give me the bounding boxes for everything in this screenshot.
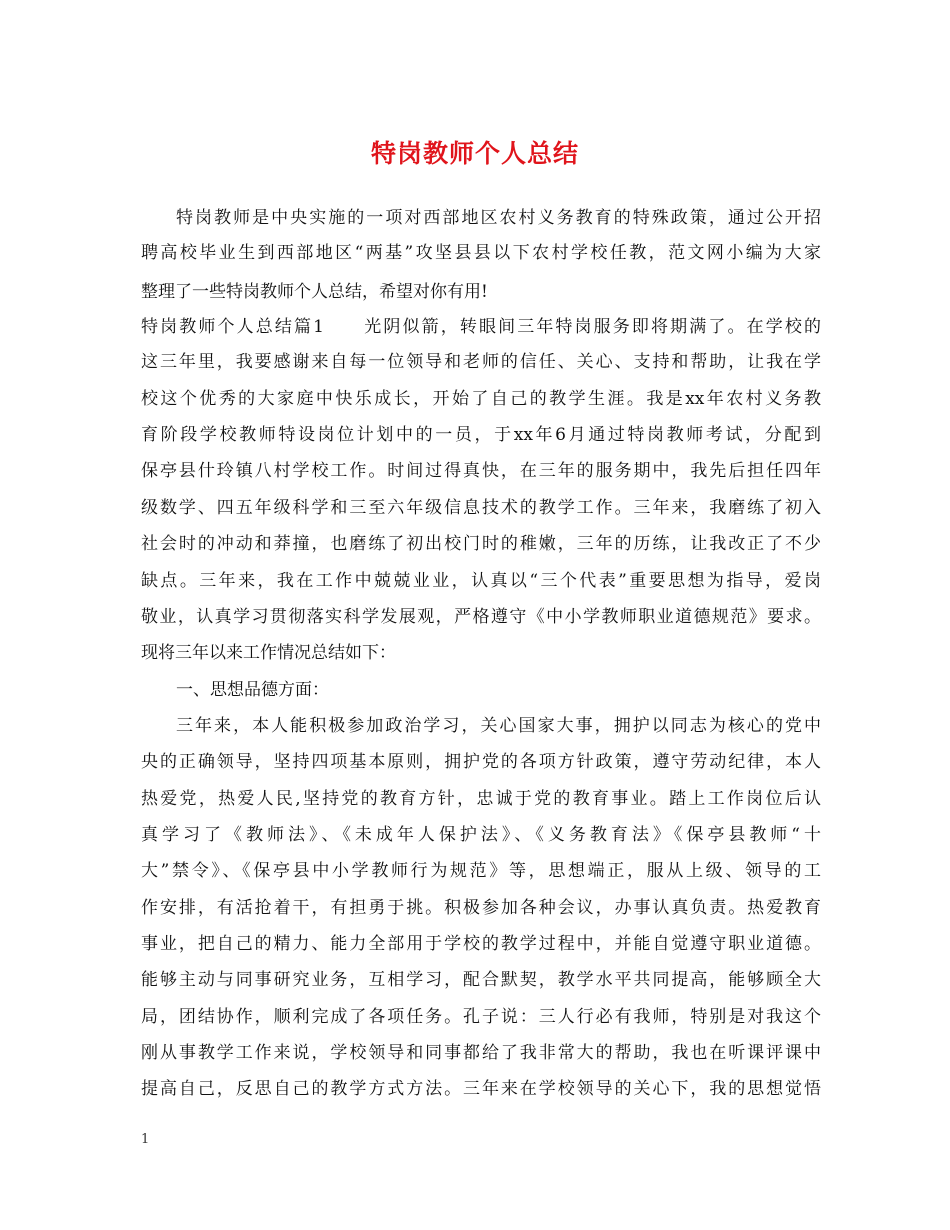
paragraph-line-20: 作安排，有活抢着干，有担勇于挑。积极参加各种会议，办事认真负责。热爱教育 <box>141 898 821 918</box>
paragraph-line-21: 事业，把自己的精力、能力全部用于学校的教学过程中，并能自觉遵守职业道德。 <box>141 934 821 954</box>
paragraph-line-1: 特岗教师是中央实施的一项对西部地区农村义务教育的特殊政策，通过公开招 <box>176 208 821 228</box>
paragraph-line-2: 聘高校毕业生到西部地区“两基”攻坚县县以下农村学校任教，范文网小编为大家 <box>141 243 821 263</box>
paragraph-line-15: 三年来，本人能积极参加政治学习，关心国家大事，拥护以同志为核心的党中 <box>176 716 821 736</box>
paragraph-line-7: 育阶段学校教师特设岗位计划中的一员，于xx年6月通过特岗教师考试，分配到 <box>141 425 821 445</box>
paragraph-line-18: 真学习了《教师法》、《未成年人保护法》、《义务教育法》《保亭县教师“十 <box>141 825 821 845</box>
paragraph-line-24: 刚从事教学工作来说，学校领导和同事都给了我非常大的帮助，我也在听课评课中 <box>141 1043 821 1063</box>
paragraph-line-10: 社会时的冲动和莽撞，也磨练了初出校门时的稚嫩，三年的历练，让我改正了不少 <box>141 534 821 554</box>
paragraph-line-12: 敬业，认真学习贯彻落实科学发展观，严格遵守《中小学教师职业道德规范》要求。 <box>141 607 821 627</box>
paragraph-line-9: 级数学、四五年级科学和三至六年级信息技术的教学工作。三年来，我磨练了初入 <box>141 498 821 518</box>
paragraph-line-19: 大”禁令》、《保亭县中小学教师行为规范》等，思想端正，服从上级、领导的工 <box>141 861 821 881</box>
paragraph-line-5: 这三年里，我要感谢来自每一位领导和老师的信任、关心、支持和帮助，让我在学 <box>141 352 821 372</box>
paragraph-line-23: 局，团结协作，顺利完成了各项任务。孔子说：三人行必有我师，特别是对我这个 <box>141 1007 821 1027</box>
paragraph-line-13: 现将三年以来工作情况总结如下： <box>141 643 396 663</box>
paragraph-line-22: 能够主动与同事研究业务，互相学习，配合默契，教学水平共同提高，能够顾全大 <box>141 970 821 990</box>
paragraph-line-3: 整理了一些特岗教师个人总结，希望对你有用! <box>141 282 488 302</box>
paragraph-line-6: 校这个优秀的大家庭中快乐成长，开始了自己的教学生涯。我是xx年农村义务教 <box>141 389 821 409</box>
subheading-thought-morality: 一、思想品德方面： <box>176 680 329 700</box>
section-heading-line: 特岗教师个人总结篇1 光阴似箭，转眼间三年特岗服务即将期满了。在学校的 <box>141 317 821 337</box>
paragraph-line-25: 提高自己，反思自己的教学方式方法。三年来在学校领导的关心下，我的思想觉悟 <box>141 1079 821 1099</box>
paragraph-line-16: 央的正确领导，坚持四项基本原则，拥护党的各项方针政策，遵守劳动纪律，本人 <box>141 752 821 772</box>
paragraph-line-11: 缺点。三年来，我在工作中兢兢业业，认真以“三个代表”重要思想为指导，爱岗 <box>141 571 821 591</box>
paragraph-line-8: 保亭县什玲镇八村学校工作。时间过得真快，在三年的服务期中，我先后担任四年 <box>141 461 821 481</box>
paragraph-line-17: 热爱党，热爱人民,坚持党的教育方针，忠诚于党的教育事业。踏上工作岗位后认 <box>141 789 821 809</box>
document-title: 特岗教师个人总结 <box>370 139 579 168</box>
page-number: 1 <box>141 1132 150 1147</box>
